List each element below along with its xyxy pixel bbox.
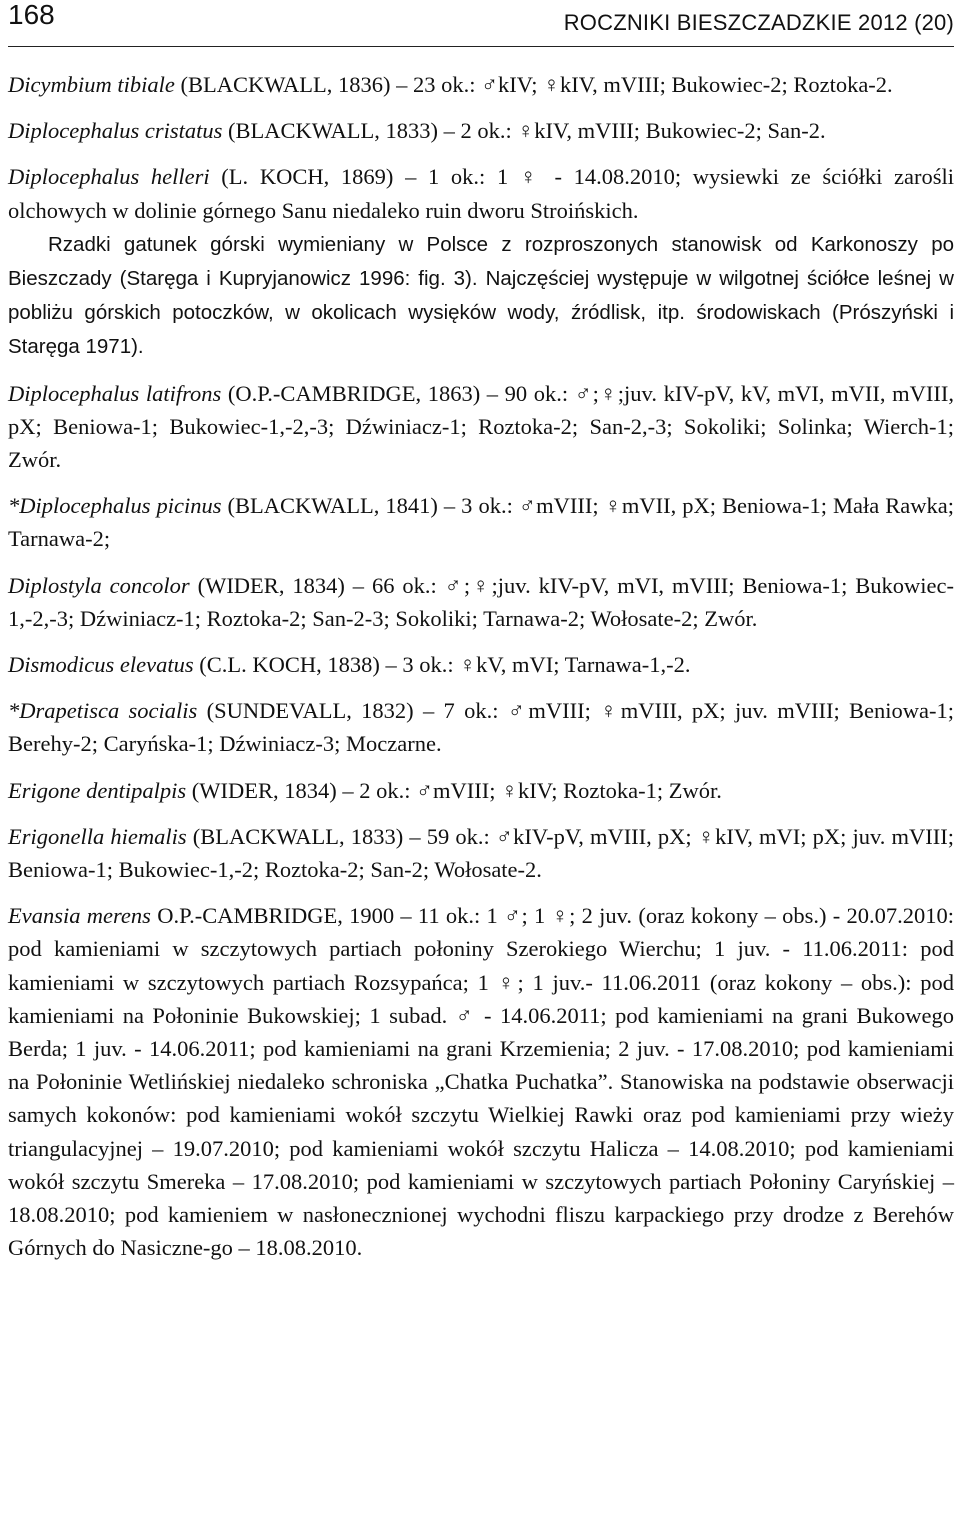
species-name: Erigone dentipalpis (8, 777, 187, 803)
species-entry (8, 160, 954, 226)
species-list (8, 68, 954, 1278)
note-text: Rzadki gatunek górski wymieniany w Polsce z rozproszonych stanowisk od Karkonoszy po Bieszczady (Staręga i Kupryjanowicz 1996: fig. 3). (8, 232, 954, 291)
author-name: AMBRIDGE (295, 380, 416, 406)
entry-details: ♀kV, mVI; Tarnawa-1,-2. (459, 652, 691, 678)
author-name: IDER (226, 572, 279, 598)
author-name: AMBRIDGE (217, 903, 338, 929)
author-name: LACKWALL (250, 118, 375, 144)
author-name: OCH (268, 652, 317, 678)
species-entry (8, 694, 954, 760)
page-number: 168 (8, 0, 55, 30)
author-suffix: , 1833) – 2 ok.: (374, 118, 518, 144)
entry-details: ♂mVIII; ♀kIV; Roztoka-1; Zwór. (416, 777, 722, 803)
species-name: Diplocephalus helleri (8, 164, 210, 190)
author-name: OCH (276, 164, 324, 190)
author-name: LACKWALL (250, 493, 374, 519)
entry-details: 1 ♀ - 14.08.2010; wysiewki ze ściółki zarośli olchowych w dolinie górnego Sanu niedaleko ruin dworu Stroińskich. (8, 164, 954, 223)
running-header (8, 0, 954, 47)
author-prefix: (B (174, 72, 203, 97)
author-name: UNDEVALL (226, 698, 347, 724)
note-text: Najczęściej występuje w wilgotnej ściółce leśnej w pobliżu górskich potoczków, w okolicach wysięków wody, źródlisk, itp. środowiskach (Prószyński i Staręga 1971). (8, 267, 954, 359)
entry-details: ♂kIV-pV, mVIII, pX; ♀kIV, mVI; pX; juv. mVIII; Beniowa-1; Bukowiec-1,-2; Roztoka-2; San-2; Wołosate-2. (8, 823, 954, 883)
species-entry (8, 648, 954, 681)
author-suffix: , 1900 – 11 ok.: (337, 903, 487, 929)
author-prefix: (B (221, 493, 251, 519)
species-note (8, 227, 954, 364)
author-suffix: , 1841) – 3 ok.: (373, 493, 519, 519)
species-entry (8, 377, 954, 477)
entry-details: ♂kIV; ♀kIV, mVIII; Bukowiec-2; Roztoka-2. (481, 72, 893, 97)
author-suffix: , 1832) – 7 ok.: (346, 698, 508, 724)
author-prefix: (O.P.-C (221, 380, 296, 406)
species-name: Dismodicus elevatus (8, 652, 194, 678)
author-prefix: (W (189, 572, 227, 598)
author-suffix: , 1834) – 66 ok.: (278, 572, 445, 598)
species-name: Diplocephalus cristatus (8, 118, 223, 144)
author-prefix: (B (186, 823, 216, 849)
species-entry (8, 899, 954, 1264)
species-name: Dicymbium tibiale (8, 72, 175, 97)
author-name: IDER (220, 777, 273, 803)
document-page (8, 0, 954, 1533)
author-prefix: (C.L. K (193, 652, 269, 678)
entry-details: ♂;♀;juv. kIV-pV, mVI, mVIII; Beniowa-1; Bukowiec-1,-2,-3; Dźwiniacz-1; Roztoka-2; San-2-3; Sokoliki; Tarnawa-2; Wołosate-2; Zwór. (8, 572, 954, 631)
author-suffix: , 1863) – 90 ok.: (415, 380, 575, 406)
species-name: Diplostyla concolor (8, 572, 190, 598)
author-suffix: , 1869) – 1 ok.: (323, 164, 497, 190)
species-entry (8, 820, 954, 886)
author-suffix: , 1836) – 23 ok.: (326, 72, 482, 97)
author-suffix: , 1838) – 3 ok.: (316, 652, 460, 678)
entry-details: ♂;♀;juv. kIV-pV, kV, mVI, mVII, mVIII, pX; Beniowa-1; Bukowiec-1,-2,-3; Dźwiniacz-1; Roztoka-2; San-2,-3; Sokoliki; Solinka; Wierch-1; Zwór. (8, 380, 954, 473)
author-name: LACKWALL (202, 72, 327, 97)
author-suffix: , 1833) – 59 ok.: (338, 823, 496, 849)
author-name: LACKWALL (215, 823, 339, 849)
entry-details: ♂mVIII; ♀mVIII, pX; juv. mVIII; Beniowa-1; Berehy-2; Caryńska-1; Dźwiniacz-3; Moczarne. (8, 698, 954, 757)
species-entry (8, 774, 954, 807)
species-name: *Drapetisca socialis (8, 698, 198, 724)
entry-details: ♀kIV, mVIII; Bukowiec-2; San-2. (517, 118, 826, 144)
species-entry (8, 489, 954, 555)
author-prefix: (B (222, 118, 251, 144)
species-name: Erigonella hiemalis (8, 823, 187, 849)
entry-details: 1 ♂; 1 ♀; 2 juv. (oraz kokony – obs.) - 20.07.2010: pod kamieniami w szczytowych partiach połoniny Szerokiego Wierchu; 1 juv. - 11.06.2011: pod kamieniami w szczytowych partiach Rozsypańca; 1 ♀; 1 juv.- 11.06.2011 (oraz kokony – obs.): pod kamieniami na Połoninie Bukowskiej; 1 subad. ♂ - 14.06.2011; pod kamieniami na grani Bukowego Berda; 1 juv. - 14.06.2011; pod kamieniami na grani Krzemienia; 2 juv. - 17.08.2010; pod kamieniami na Połoninie Wetlińskiej niedaleko schroniska „Chatka Puchatka”. Stanowiska na podstawie obserwacji samych kokonów: pod kamieniami wokół szczytu Wielkiej Rawki oraz pod kamieniami przy wieży triangulacyjnej – 19.07.2010; pod kamieniami wokół szczytu Halicza – 14.08.2010; pod kamieniami wokół szczytu Smereka – 17.08.2010; pod kamieniami w szczytowych partiach Połoniny Caryńskiej – 18.08.2010; pod kamieniem w nasłonecznionej wychodni fliszu karpackiego przy drodze z Berehów Górnych do Nasiczne-go – 18.08.2010. (8, 903, 954, 1261)
species-entry (8, 68, 954, 101)
species-entry (8, 114, 954, 147)
species-entry (8, 569, 954, 635)
entry-details: ♂mVIII; ♀mVII, pX; Beniowa-1; Mała Rawka; Tarnawa-2; (8, 493, 955, 552)
species-name: *Diplocephalus picinus (8, 493, 222, 519)
author-suffix: , 1834) – 2 ok.: (272, 777, 417, 803)
journal-title: ROCZNIKI BIESZCZADZKIE 2012 (20) (563, 10, 954, 35)
author-prefix: (W (186, 777, 221, 803)
species-name: Diplocephalus latifrons (8, 380, 222, 406)
species-name: Evansia merens (8, 903, 151, 929)
author-prefix: O.P.-C (150, 903, 218, 929)
author-prefix: (L. K (209, 164, 277, 190)
author-prefix: (S (197, 698, 227, 724)
